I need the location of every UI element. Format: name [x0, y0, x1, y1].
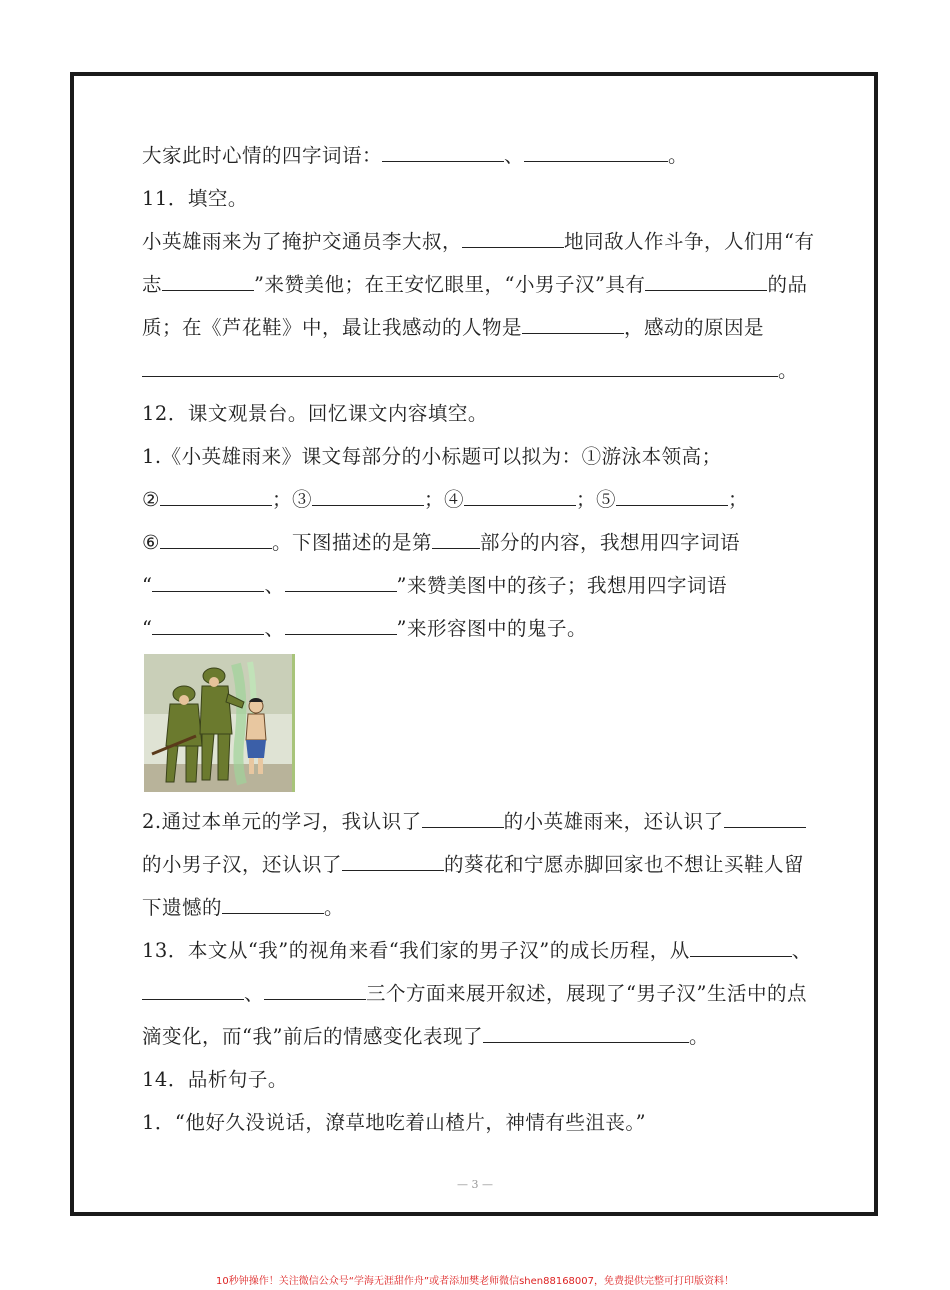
line-11-2	[142, 263, 822, 306]
blank[interactable]	[690, 934, 792, 957]
blank[interactable]	[162, 268, 254, 291]
text: ”来形容图中的鬼子。	[396, 617, 587, 640]
text: 质；在《芦花鞋》中，最让我感动的人物是	[142, 316, 523, 339]
text: 。	[668, 144, 689, 167]
blank[interactable]	[152, 569, 264, 592]
line-12-2	[142, 478, 822, 521]
text: 志	[142, 273, 163, 296]
blank[interactable]	[160, 483, 272, 506]
page-number: — 3 —	[457, 1178, 493, 1191]
line-12-7	[142, 843, 822, 886]
blank[interactable]	[152, 612, 264, 635]
text: “	[142, 617, 153, 640]
question-12-title	[142, 392, 822, 435]
blank[interactable]	[285, 569, 397, 592]
blank[interactable]	[264, 977, 366, 1000]
line-12-4	[142, 564, 822, 607]
text: ；	[728, 488, 749, 511]
text: 14．品析句子。	[142, 1068, 288, 1091]
blank[interactable]	[432, 526, 480, 549]
blank[interactable]	[342, 848, 444, 871]
blank[interactable]	[382, 139, 504, 162]
blank[interactable]	[285, 612, 397, 635]
worksheet-content	[142, 134, 822, 1144]
line-12-5	[142, 607, 822, 650]
text: ”来赞美他；在王安忆眼里，“小男子汉”具有	[254, 273, 646, 296]
line-12-3	[142, 521, 822, 564]
line-12-8	[142, 886, 822, 929]
text: 。	[778, 359, 799, 382]
text: 12．课文观景台。回忆课文内容填空。	[142, 402, 488, 425]
text: 。	[324, 896, 345, 919]
blank[interactable]	[462, 225, 564, 248]
line-feelings	[142, 134, 822, 177]
blank[interactable]	[142, 977, 244, 1000]
blank[interactable]	[222, 891, 324, 914]
text: 。下图描述的是第	[271, 531, 432, 554]
line-13-1	[142, 929, 822, 972]
text: ⑥	[142, 531, 160, 554]
text: “	[142, 574, 153, 597]
text: 1．“他好久没说话，潦草地吃着山楂片，神情有些沮丧。”	[142, 1111, 647, 1134]
line-11-3	[142, 306, 822, 349]
line-12-6	[142, 800, 822, 843]
text: 2.通过本单元的学习，我认识了	[142, 810, 422, 833]
line-14-1	[142, 1101, 822, 1144]
illustration-soldiers-and-boy	[144, 654, 296, 794]
text: ②	[142, 488, 160, 511]
text: ，感动的原因是	[624, 316, 765, 339]
blank[interactable]	[724, 805, 806, 828]
text: 、	[244, 982, 265, 1005]
blank[interactable]	[142, 354, 778, 377]
blank[interactable]	[616, 483, 728, 506]
text: 的小英雄雨来，还认识了	[503, 810, 724, 833]
blank[interactable]	[464, 483, 576, 506]
line-12-1	[142, 435, 822, 478]
text: ；⑤	[576, 488, 617, 511]
blank[interactable]	[524, 139, 668, 162]
text: 、	[264, 574, 285, 597]
question-11-title	[142, 177, 822, 220]
text: 地同敌人作斗争，人们用“有	[564, 230, 815, 253]
text: 滴变化，而“我”前后的情感变化表现了	[142, 1025, 483, 1048]
footer-notice: 10秒钟操作！关注微信公众号“学海无涯甜作舟”或者添加樊老师微信shen88168007，免费提供完整可打印版资料！	[215, 1276, 735, 1287]
text: 1.《小英雄雨来》课文每部分的小标题可以拟为：①游泳本领高；	[142, 445, 722, 468]
blank[interactable]	[483, 1020, 689, 1043]
blank[interactable]	[312, 483, 424, 506]
text: ；④	[424, 488, 465, 511]
blank[interactable]	[645, 268, 767, 291]
blank[interactable]	[160, 526, 272, 549]
text: 、	[791, 939, 812, 962]
text: 小英雄雨来为了掩护交通员李大叔，	[142, 230, 463, 253]
text: 。	[688, 1025, 709, 1048]
text: 、	[504, 144, 525, 167]
text: 大家此时心情的四字词语：	[142, 144, 383, 167]
text: 的小男子汉，还认识了	[142, 853, 343, 876]
line-11-4	[142, 349, 822, 392]
text: ；③	[271, 488, 312, 511]
text: 11．填空。	[142, 187, 248, 210]
blank[interactable]	[422, 805, 504, 828]
text: 下遗憾的	[142, 896, 223, 919]
line-13-3	[142, 1015, 822, 1058]
text: 部分的内容，我想用四字词语	[480, 531, 741, 554]
line-13-2	[142, 972, 822, 1015]
text: 的葵花和宁愿赤脚回家也不想让买鞋人留	[444, 853, 805, 876]
line-11-1	[142, 220, 822, 263]
blank[interactable]	[522, 311, 624, 334]
text: 的品	[767, 273, 808, 296]
text: 、	[264, 617, 285, 640]
text: ”来赞美图中的孩子；我想用四字词语	[396, 574, 727, 597]
text: 三个方面来展开叙述，展现了“男子汉”生活中的点	[366, 982, 807, 1005]
question-14-title	[142, 1058, 822, 1101]
illustration-block	[142, 650, 822, 800]
page-frame	[70, 72, 878, 1216]
text: 13．本文从“我”的视角来看“我们家的男子汉”的成长历程，从	[142, 939, 690, 962]
